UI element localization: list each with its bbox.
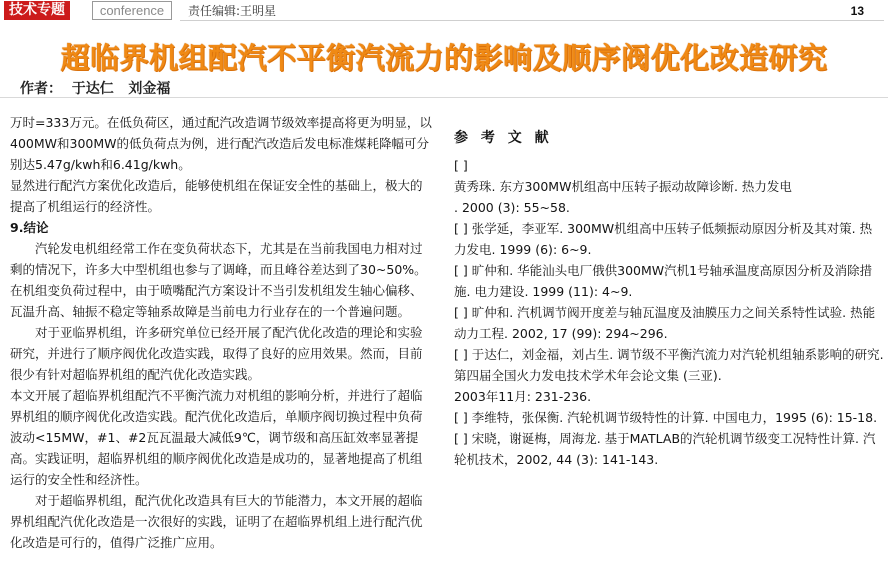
references-column <box>454 128 884 470</box>
body-paragraph: 对于亚临界机组，许多研究单位已经开展了配汽优化改造的理论和实验研究，并进行了顺序阀优化改造实践，取得了良好的应用效果。然而，目前很少有针对超临界机组的配汽优化改造实践。 <box>10 325 423 382</box>
authors-divider <box>0 97 888 98</box>
reference-item: [ ] 李维特，张保衡. 汽轮机调节级特性的计算. 中国电力，1995 (6): 15-18. <box>454 410 878 425</box>
article-title: 超临界机组配汽不平衡汽流力的影响及顺序阀优化改造研究 <box>60 41 828 75</box>
reference-item: . 2000 (3): 55~58. <box>454 200 570 215</box>
reference-item: [ ] 于达仁，刘金福，刘占生. 调节级不平衡汽流力对汽轮机组轴系影响的研究. 第四届全国火力发电技术学术年会论文集 (三亚). <box>454 347 884 383</box>
header-divider <box>180 20 884 21</box>
reference-item: [ ] 旷仲和. 汽机调节阀开度差与轴瓦温度及油膜压力之间关系特性试验. 热能动力工程. 2002, 17 (99): 294~296. <box>454 305 876 341</box>
body-paragraph: 汽轮发电机组经常工作在变负荷状态下，尤其是在当前我国电力相对过剩的情况下，许多大中型机组也参与了调峰，而且峰谷差达到了30~50%。在机组变负荷过程中，由于喷嘴配汽方案设计不当引发机组发生轴心偏移、瓦温升高、轴振不稳定等轴系故障是当前电力行业存在的一个普遍问题。 <box>10 241 427 319</box>
section-heading-conclusion: 9.结论 <box>10 220 49 235</box>
references-heading: 参 考 文 献 <box>454 130 553 146</box>
body-paragraph: 显然进行配汽方案优化改造后，能够使机组在保证安全性的基础上，极大的提高了机组运行的经济性。 <box>10 178 423 214</box>
editor-credit: 责任编辑:王明星 <box>188 4 277 18</box>
body-paragraph: 对于超临界机组，配汽优化改造具有巨大的节能潜力，本文开展的超临界机组配汽优化改造是一次很好的实践，证明了在超临界机组上进行配汽优化改造是可行的，值得广泛推广应用。 <box>10 493 423 550</box>
reference-item: 2003年11月: 231-236. <box>454 389 592 404</box>
reference-item: [ ] 宋晓，谢诞梅，周海龙. 基于MATLAB的汽轮机调节级变工况特性计算. 汽轮机技术，2002, 44 (3): 141-143. <box>454 431 876 467</box>
reference-item: [ ] 旷仲和. 华能汕头电厂俄供300MW汽机1号轴承温度高原因分析及消除措施. 电力建设. 1999 (11): 4~9. <box>454 263 873 299</box>
page-number: 13 <box>850 4 864 18</box>
reference-item: [ ] <box>454 158 468 173</box>
body-paragraph: 本文开展了超临界机组配汽不平衡汽流力对机组的影响分析，并进行了超临界机组的顺序阀优化改造实践。配汽优化改造后，单顺序阀切换过程中负荷波动<15MW，#1、#2瓦瓦温最大减低9℃，调节级和高压缸效率显著提高。实践证明，超临界机组的顺序阀优化改造是成功的，显著地提高了机组运行的安全性和经济性。 <box>10 388 423 487</box>
page-header <box>0 0 888 22</box>
body-paragraph: 万时=333万元。在低负荷区，通过配汽改造调节级效率提高将更为明显，以400MW和300MW的低负荷点为例，进行配汽改造后发电标准煤耗降幅可分别达5.47g/kwh和6.41g/kwh。 <box>10 115 432 172</box>
reference-item: [ ] 张学延，李亚军. 300MW机组高中压转子低频振动原因分析及其对策. 热力发电. 1999 (6): 6~9. <box>454 221 873 257</box>
column-tag-en: conference <box>92 1 172 20</box>
body-column-left <box>10 112 434 553</box>
article-authors: 作者： 于达仁 刘金福 <box>20 81 171 97</box>
reference-item: 黄秀珠. 东方300MW机组高中压转子振动故障诊断. 热力发电 <box>454 179 792 194</box>
column-tag: 技术专题 <box>4 1 70 20</box>
